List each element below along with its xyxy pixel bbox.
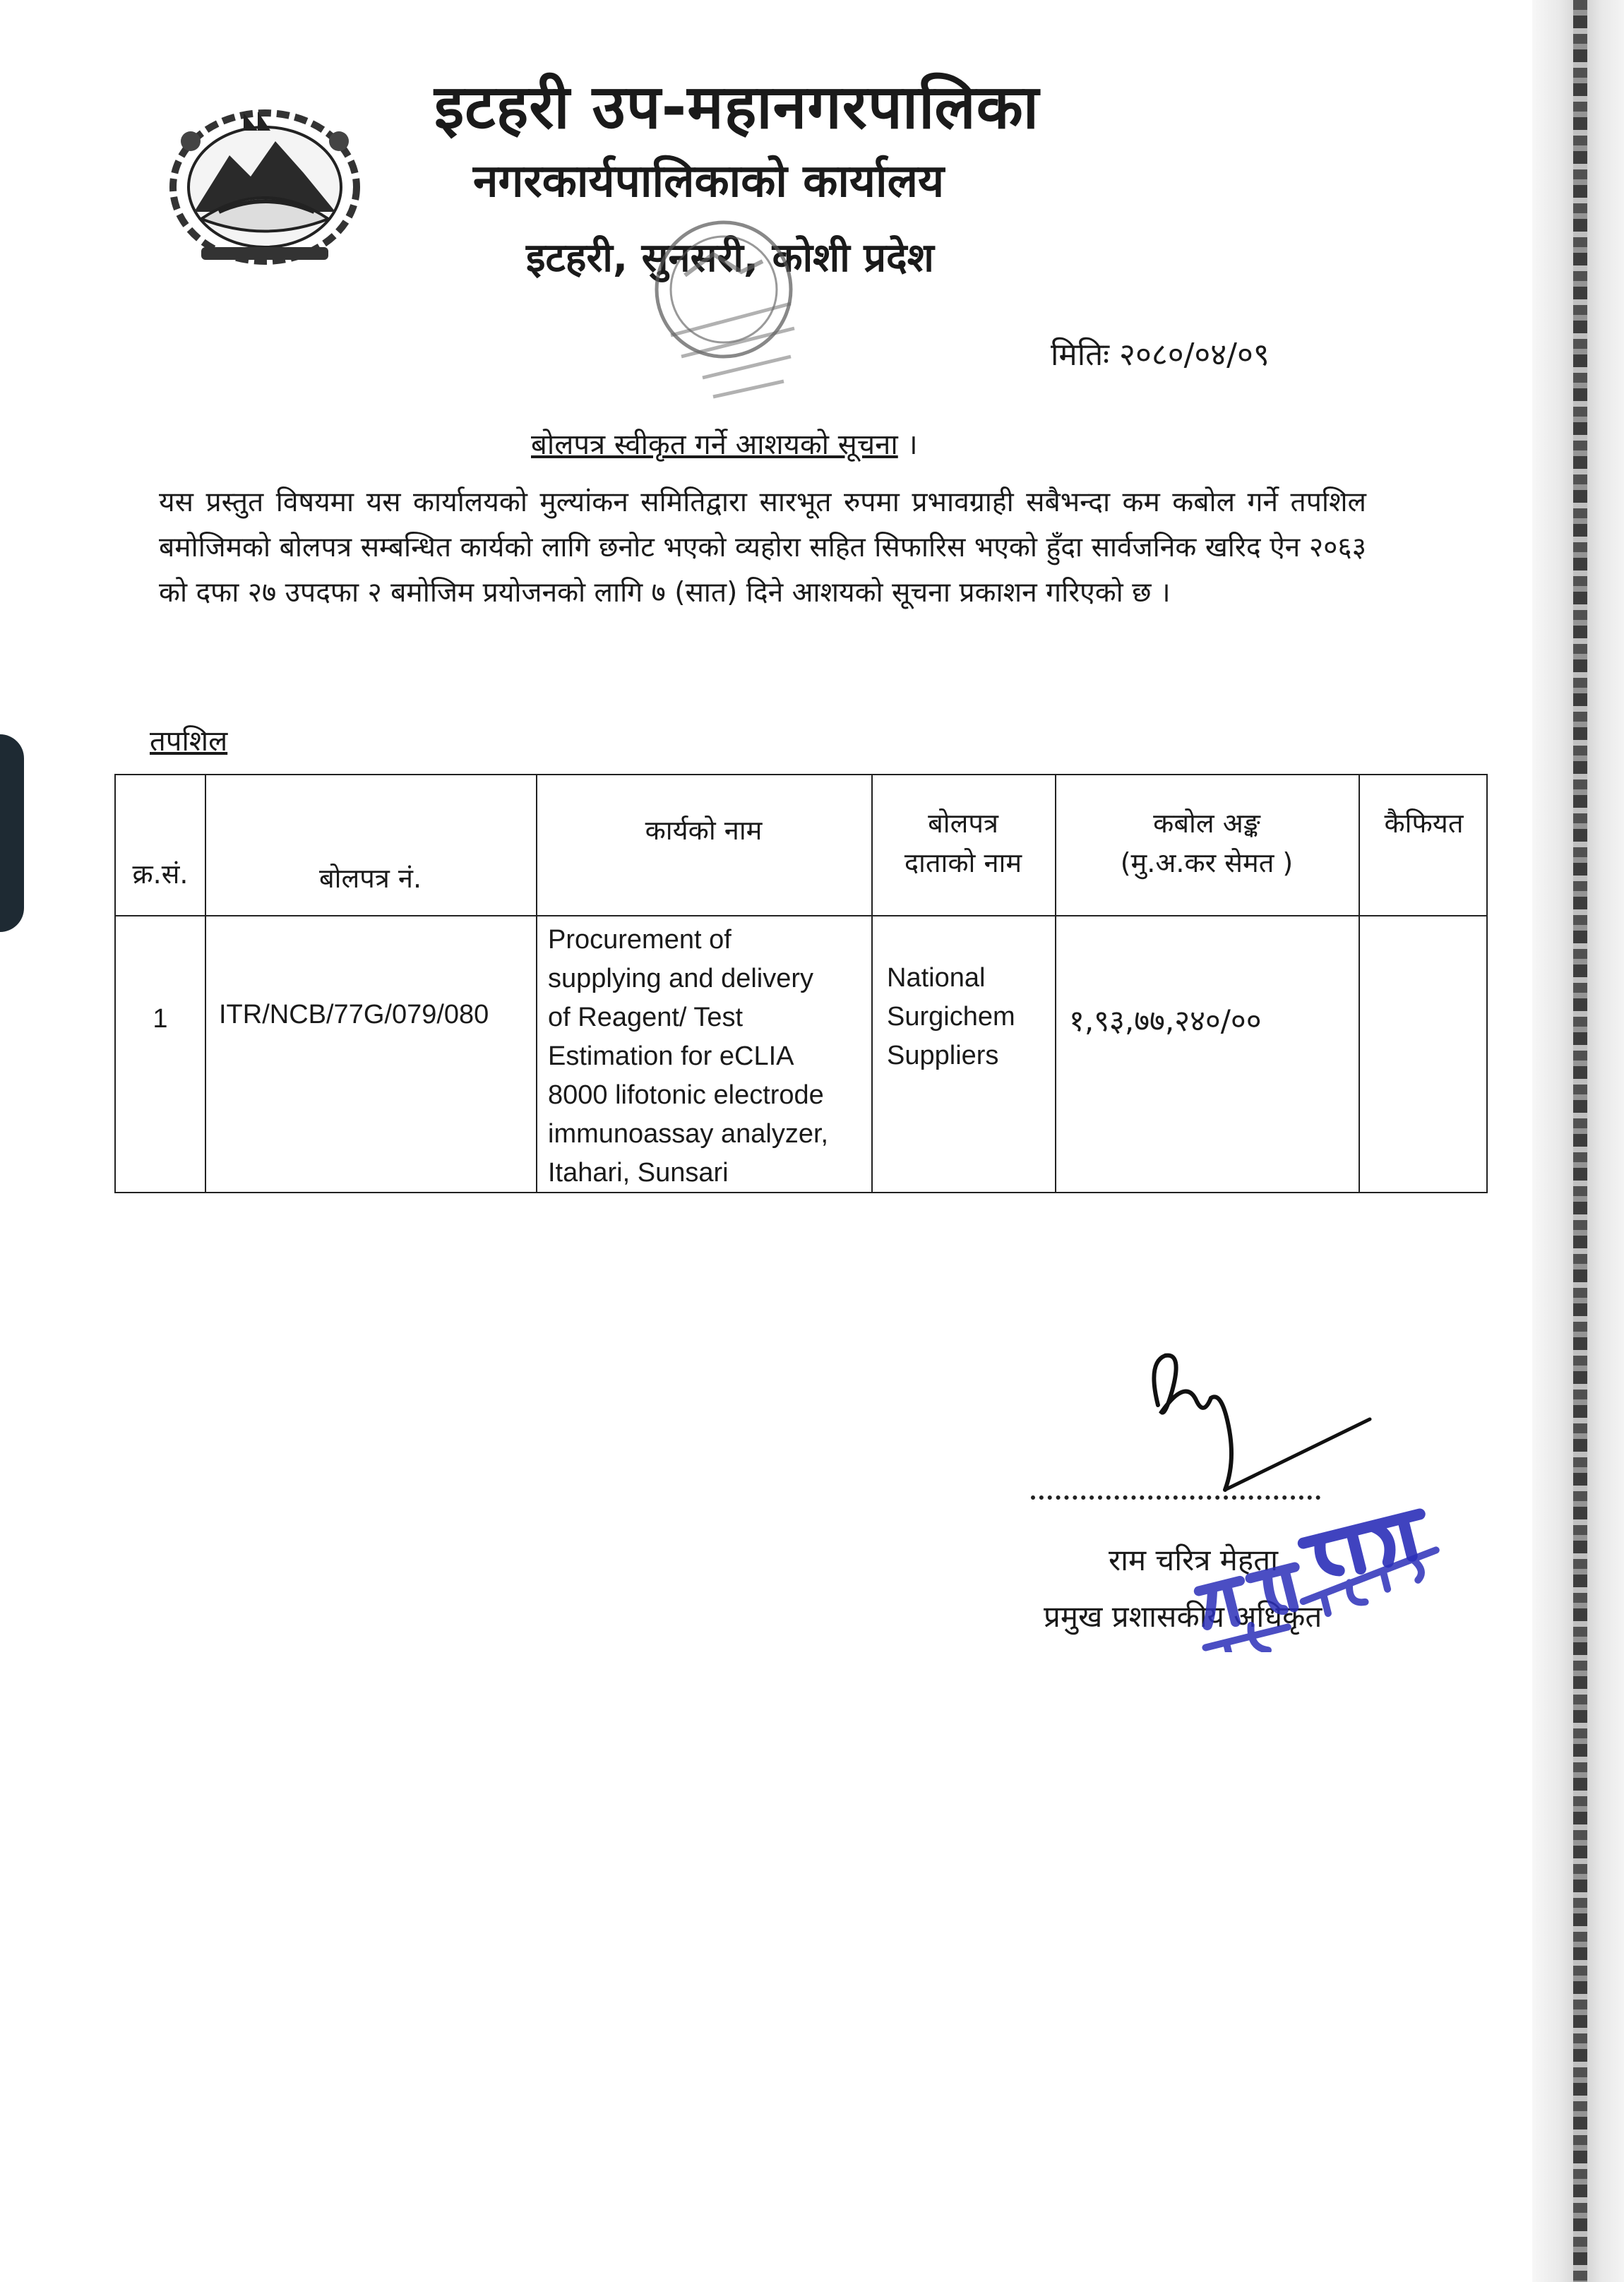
scan-edge-binding (1573, 0, 1587, 2282)
header-bidder-line1: बोलपत्र (928, 808, 998, 839)
row-work-name (548, 921, 869, 1193)
row-sn: 1 (153, 1004, 168, 1034)
notice-date: मितिः २०८०/०४/०९ (1051, 337, 1270, 373)
bid-table (114, 774, 1488, 1193)
office-seal-stamp (607, 212, 840, 424)
work-name-line: 8000 lifotonic electrode (548, 1080, 824, 1110)
header-amount-line1: कबोल अङ्क (1153, 808, 1260, 839)
scan-shadow-mark (0, 734, 24, 932)
work-name-line: supplying and delivery (548, 964, 814, 993)
work-name-line: of Reagent/ Test (548, 1003, 744, 1032)
header-bid-no: बोलपत्र नं. (318, 863, 422, 894)
header-bidder-line2: दाताको नाम (904, 847, 1022, 878)
nepal-emblem-icon (152, 92, 378, 275)
bidder-line: Surgichem (887, 1002, 1015, 1032)
bidder-line: National (887, 963, 986, 993)
blue-name-stamp (1130, 1462, 1455, 1652)
header-amount (1055, 804, 1359, 883)
row-bid-no: ITR/NCB/77G/079/080 (219, 1000, 489, 1029)
signatory-name: राम चरित्र मेहता (1109, 1543, 1279, 1577)
header-remarks: कैफियत (1384, 808, 1464, 839)
subject-end-mark: । (907, 429, 918, 461)
table-header-divider (116, 915, 1486, 916)
work-name-line: Procurement of (548, 925, 732, 955)
header-amount-line2: (मु.अ.कर सेमत ) (1120, 847, 1294, 878)
table-col-divider (205, 775, 206, 1192)
subject-text: बोलपत्र स्वीकृत गर्ने आशयको सूचना (531, 429, 898, 461)
office-address: इटहरी, सुनसरी, कोशी प्रदेश (526, 235, 934, 281)
work-name-line: immunoassay analyzer, (548, 1119, 829, 1149)
row-amount: १,९३,७७,२४०/०० (1069, 1003, 1262, 1038)
bidder-line: Suppliers (887, 1041, 999, 1070)
header-bidder (871, 804, 1055, 883)
header-work-name: कार्यको नाम (645, 815, 763, 846)
signatory-title: प्रमुख प्रशासकीय अधिकृत (1044, 1599, 1323, 1634)
work-name-line: Itahari, Sunsari (548, 1158, 729, 1188)
work-name-line: Estimation for eCLIA (548, 1041, 794, 1071)
details-heading: तपशिल (150, 725, 228, 758)
notice-body: यस प्रस्तुत विषयमा यस कार्यालयको मुल्यांकन समितिद्वारा सारभूत रुपमा प्रभावग्राही सबैभन्दा कम कबोल गर्ने तपशिल बमोजिमको बोलपत्र सम्बन्धित कार्यको लागि छनोट भएको व्यहोरा सहित सिफारिस भएको हुँदा सार्वजनिक खरिद ऐन २०६३ को दफा २७ उपदफा २ बमोजिम प्रयोजनको लागि ७ (सात) दिने आशयको सूचना प्रकाशन गरिएको छ । (159, 486, 1366, 609)
header-sn: क्र.सं. (132, 859, 189, 890)
municipality-title: इटहरी उप-महानगरपालिका (434, 72, 1040, 143)
notice-subject (531, 424, 1068, 462)
row-bidder (887, 959, 1049, 1075)
office-title: नगरकार्यपालिकाको कार्यालय (473, 155, 945, 208)
